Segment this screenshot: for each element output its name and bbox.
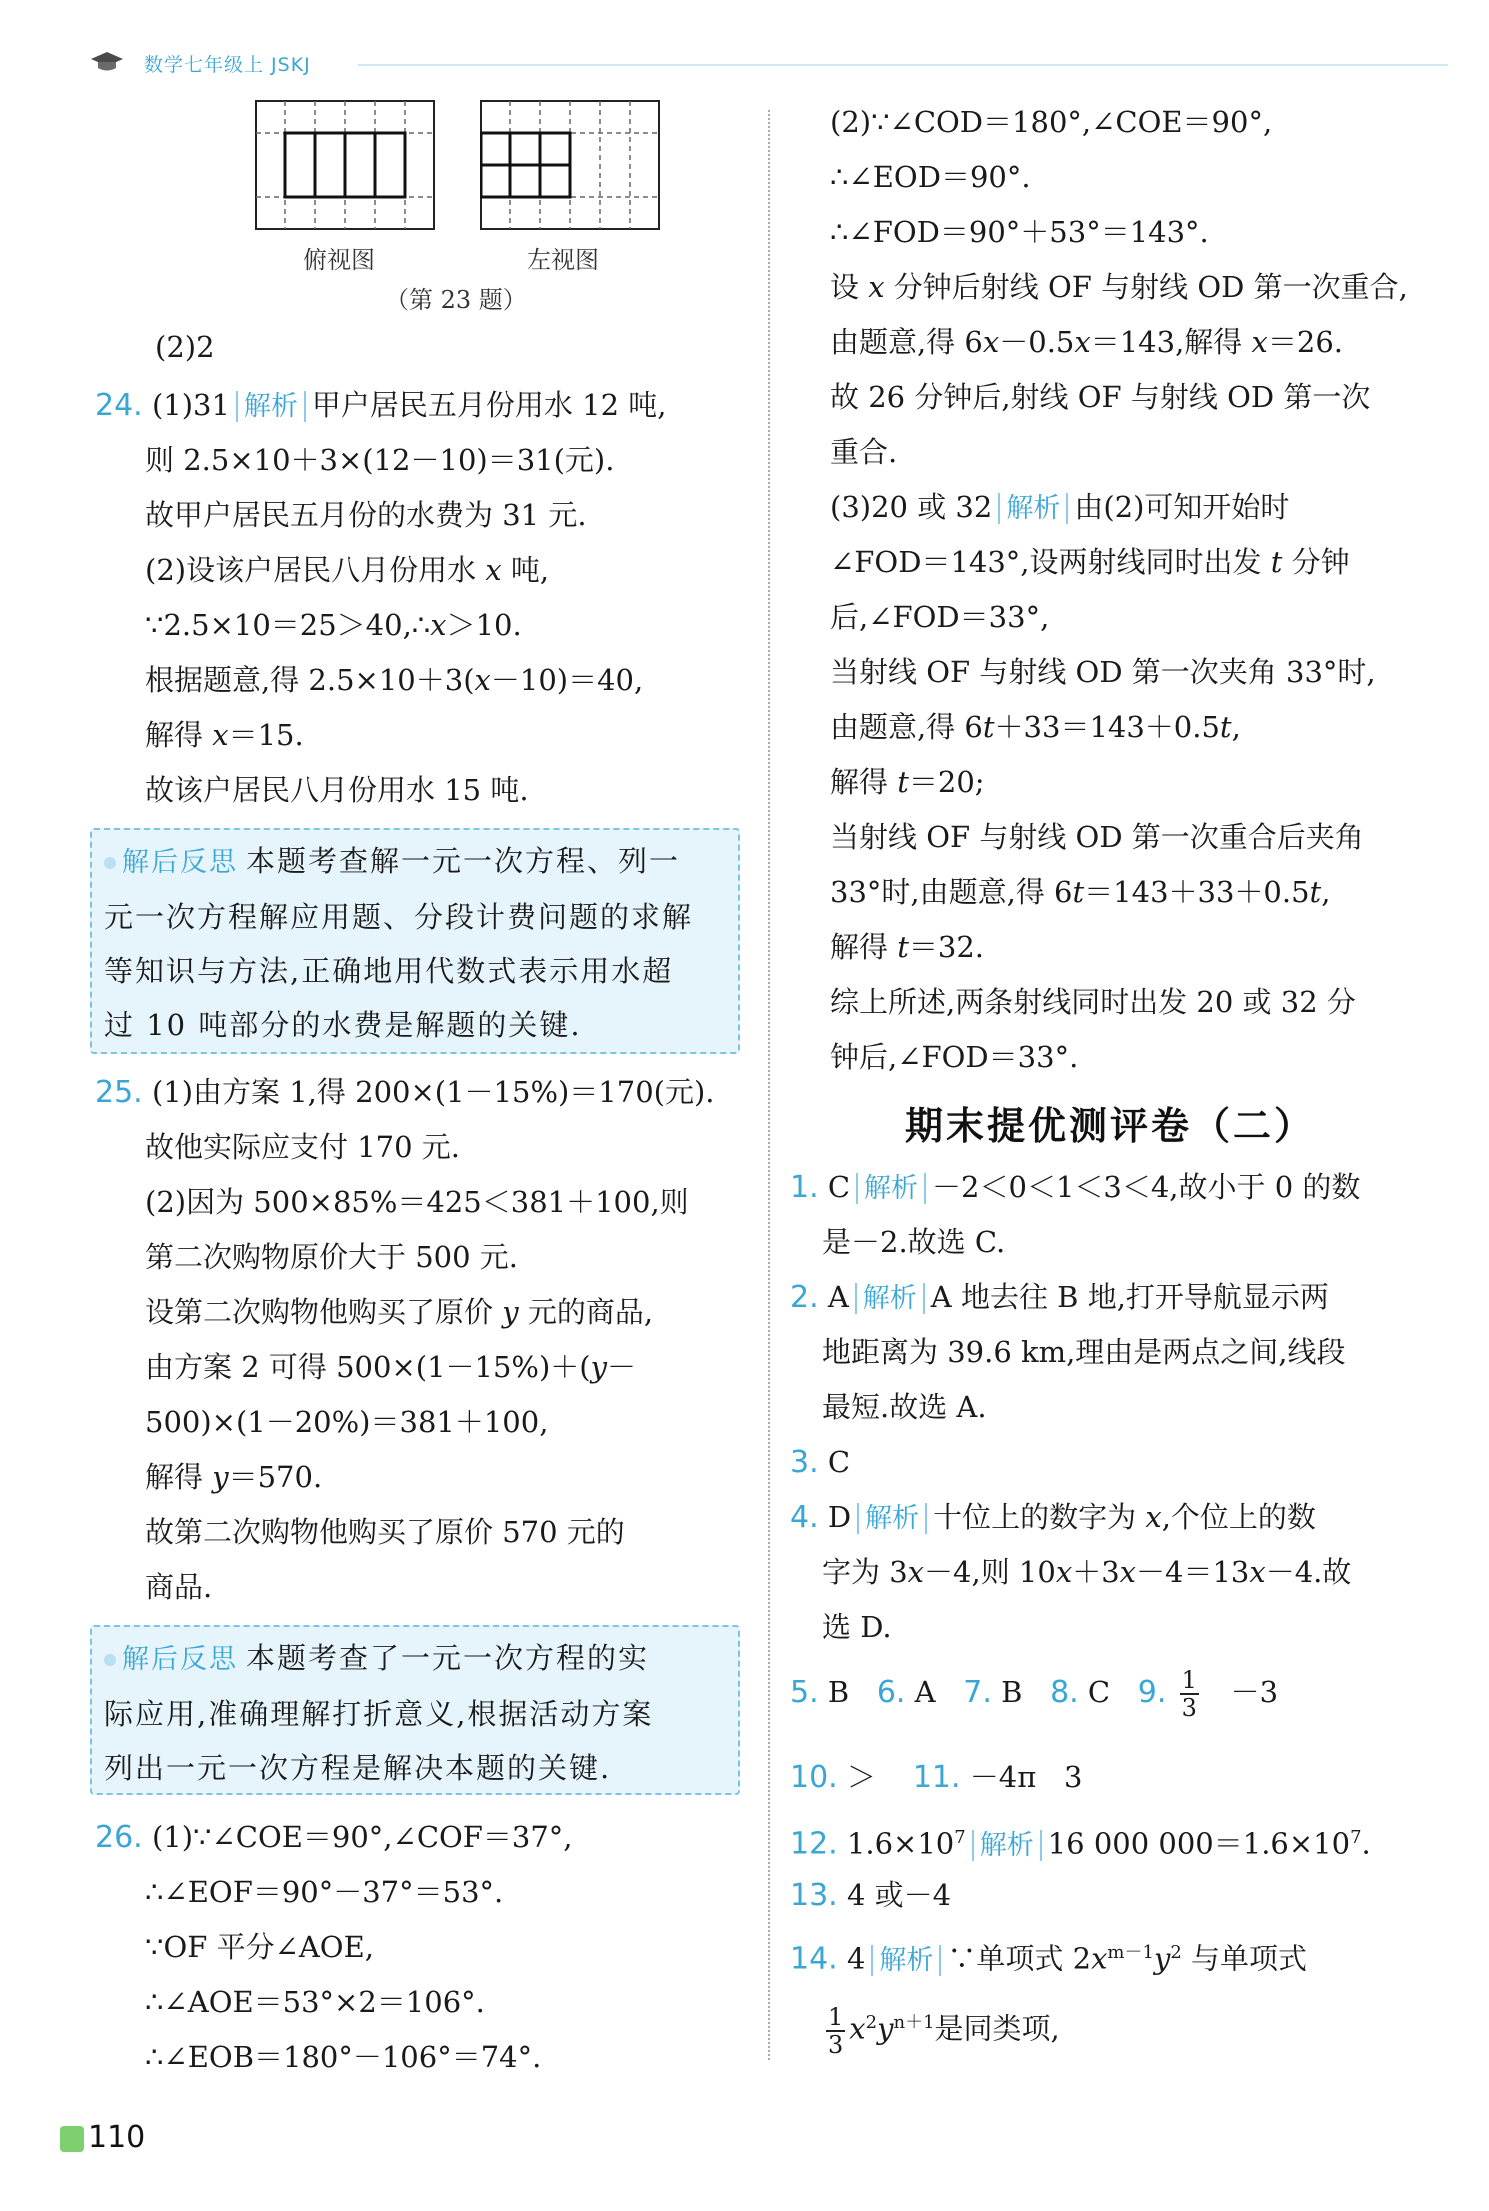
a10-11-line: 10. ＞ 11. －4π 3: [790, 1760, 1083, 1795]
note-label: 解后反思: [122, 847, 238, 878]
r-line17: 综上所述,两条射线同时出发 20 或 32 分: [830, 985, 1356, 1019]
r-line11: 当射线 OF 与射线 OD 第一次夹角 33°时,: [830, 655, 1376, 689]
bullet-icon: [104, 1654, 116, 1666]
a4-line2: 字为 3x－4,则 10x＋3x－4＝13x－4.故: [822, 1555, 1352, 1589]
a13-line: 13. 4 或－4: [790, 1878, 952, 1913]
analysis-tag: 解析: [855, 1283, 925, 1314]
q24-line7: 解得 x＝15.: [145, 718, 304, 752]
q25-line1: 25. (1)由方案 1,得 200×(1－15%)＝170(元).: [95, 1075, 715, 1110]
q25-line5: 设第二次购物他购买了原价 y 元的商品,: [145, 1295, 654, 1329]
r-line8: (3)20 或 32 解析 由(2)可知开始时: [830, 490, 1290, 524]
a14-line1: 14. 4 解析 ∵单项式 $2x^{m-1}y^2$ 与单项式: [790, 1941, 1308, 1977]
fraction: $\frac{1}{3}$: [828, 2002, 844, 2059]
header-rule: [358, 64, 1448, 66]
left-view-label: 左视图: [527, 246, 599, 274]
header-subject: 数学七年级上 JSKJ: [144, 54, 311, 76]
r-line16: 解得 t＝32.: [830, 930, 984, 964]
analysis-tag: 解析: [871, 1945, 941, 1976]
analysis-tag: 解析: [236, 391, 306, 422]
r-line5: 由题意,得 6x－0.5x＝143,解得 x＝26.: [830, 325, 1344, 359]
a1-line1: 1. C 解析 －2＜0＜1＜3＜4,故小于 0 的数: [790, 1170, 1361, 1205]
q26-line2: ∴∠EOF＝90°－37°＝53°.: [145, 1875, 504, 1909]
analysis-tag: 解析: [857, 1503, 927, 1534]
q24-line5: ∵2.5×10＝25＞40,∴x＞10.: [145, 608, 522, 642]
a2-line3: 最短.故选 A.: [822, 1390, 987, 1424]
a4-line1: 4. D 解析 十位上的数字为 x,个位上的数: [790, 1500, 1316, 1535]
a2-line2: 地距离为 39.6 km,理由是两点之间,线段: [822, 1335, 1346, 1369]
a2-line1: 2. A 解析 A 地去往 B 地,打开导航显示两: [790, 1280, 1329, 1315]
r-line14: 当射线 OF 与射线 OD 第一次重合后夹角: [830, 820, 1364, 854]
q24-line8: 故该户居民八月份用水 15 吨.: [145, 773, 529, 807]
page-number: 110: [60, 2120, 145, 2155]
reflection-note-2: 解后反思 本题考查了一元一次方程的实 际应用,准确理解打折意义,根据活动方案 列出一元一次方程是解决本题的关键.: [90, 1625, 740, 1795]
page-marker-icon: [60, 2126, 84, 2152]
r-line9: ∠FOD＝143°,设两射线同时出发 t 分钟: [830, 545, 1350, 579]
r-line1: (2)∵∠COD＝180°,∠COE＝90°,: [830, 105, 1273, 139]
a1-line2: 是－2.故选 C.: [822, 1225, 1006, 1259]
a4-line3: 选 D.: [822, 1610, 892, 1644]
r-line15: 33°时,由题意,得 6t＝143＋33＋0.5t,: [830, 875, 1331, 909]
analysis-tag: 解析: [856, 1173, 926, 1204]
q24-line3: 故甲户居民五月份的水费为 31 元.: [145, 498, 587, 532]
q26-number: 26.: [95, 1820, 143, 1855]
q24-line4: (2)设该户居民八月份用水 x 吨,: [145, 553, 550, 587]
q26-line5: ∴∠EOB＝180°－106°＝74°.: [145, 2040, 542, 2074]
r-line7: 重合.: [830, 435, 898, 469]
top-view-drawing: [255, 100, 435, 230]
r-line12: 由题意,得 6t＋33＝143＋0.5t,: [830, 710, 1241, 744]
reflection-note-1: 解后反思 本题考查解一元一次方程、列一 元一次方程解应用题、分段计费问题的求解 等知识与方法,正确地用代数式表示用水超 过 10 吨部分的水费是解题的关键.: [90, 828, 740, 1054]
q25-line10: 商品.: [145, 1570, 213, 1604]
analysis-tag: 解析: [998, 493, 1068, 524]
a12-line: 12. $1.6\times 10^7$ 解析 16 000 $000=1.6\times 10^7$.: [790, 1826, 1371, 1862]
r-line10: 后,∠FOD＝33°,: [830, 600, 1050, 634]
q25-line2: 故他实际应支付 170 元.: [145, 1130, 461, 1164]
analysis-tag: 解析: [972, 1830, 1042, 1861]
section-title: 期末提优测评卷（二）: [905, 1104, 1316, 1148]
q26-line3: ∵OF 平分∠AOE,: [145, 1930, 374, 1964]
top-view-label: 俯视图: [303, 246, 375, 274]
q25-line3: (2)因为 500×85%＝425＜381＋100,则: [145, 1185, 689, 1219]
a14-line2: $\frac{1}{3}$ $x^2y^{n+1}$是同类项,: [828, 2002, 1060, 2059]
r-line4: 设 x 分钟后射线 OF 与射线 OD 第一次重合,: [830, 270, 1408, 304]
q24-line6: 根据题意,得 2.5×10＋3(x－10)＝40,: [145, 663, 644, 697]
a5-9-line: 5. B 6. A 7. B 8. C 9. $\frac{1}{3}$ －3: [790, 1666, 1279, 1722]
page-header: [90, 48, 1450, 78]
bullet-icon: [104, 857, 116, 869]
a3-line: 3. C: [790, 1445, 851, 1480]
q24-line1: 24. (1)31 解析 甲户居民五月份用水 12 吨,: [95, 388, 667, 423]
left-view-drawing: [480, 100, 660, 230]
q25-line7: 500)×(1－20%)＝381＋100,: [145, 1405, 549, 1439]
q26-line1: 26. (1)∵∠COE＝90°,∠COF＝37°,: [95, 1820, 573, 1855]
column-divider: [768, 110, 770, 2060]
q25-line4: 第二次购物原价大于 500 元.: [145, 1240, 519, 1274]
fraction: $\frac{1}{3}$: [1181, 1666, 1197, 1722]
q25-line6: 由方案 2 可得 500×(1－15%)＋(y－: [145, 1350, 637, 1384]
q25-line8: 解得 y＝570.: [145, 1460, 323, 1494]
q25-number: 25.: [95, 1075, 143, 1110]
r-line2: ∴∠EOD＝90°.: [830, 160, 1031, 194]
r-line6: 故 26 分钟后,射线 OF 与射线 OD 第一次: [830, 380, 1371, 414]
graduation-cap-icon: [90, 50, 124, 74]
r-line3: ∴∠FOD＝90°＋53°＝143°.: [830, 215, 1209, 249]
q24-line2: 则 2.5×10＋3×(12－10)＝31(元).: [145, 443, 615, 477]
q24-number: 24.: [95, 388, 143, 423]
q23-part2: (2)2: [155, 330, 215, 364]
r-line18: 钟后,∠FOD＝33°.: [830, 1040, 1079, 1074]
note-label: 解后反思: [122, 1644, 238, 1675]
r-line13: 解得 t＝20;: [830, 765, 985, 799]
figure-q23: [255, 100, 675, 320]
q25-line9: 故第二次购物他购买了原价 570 元的: [145, 1515, 625, 1549]
figure-caption: （第 23 题）: [385, 286, 527, 314]
q26-line4: ∴∠AOE＝53°×2＝106°.: [145, 1985, 485, 2019]
